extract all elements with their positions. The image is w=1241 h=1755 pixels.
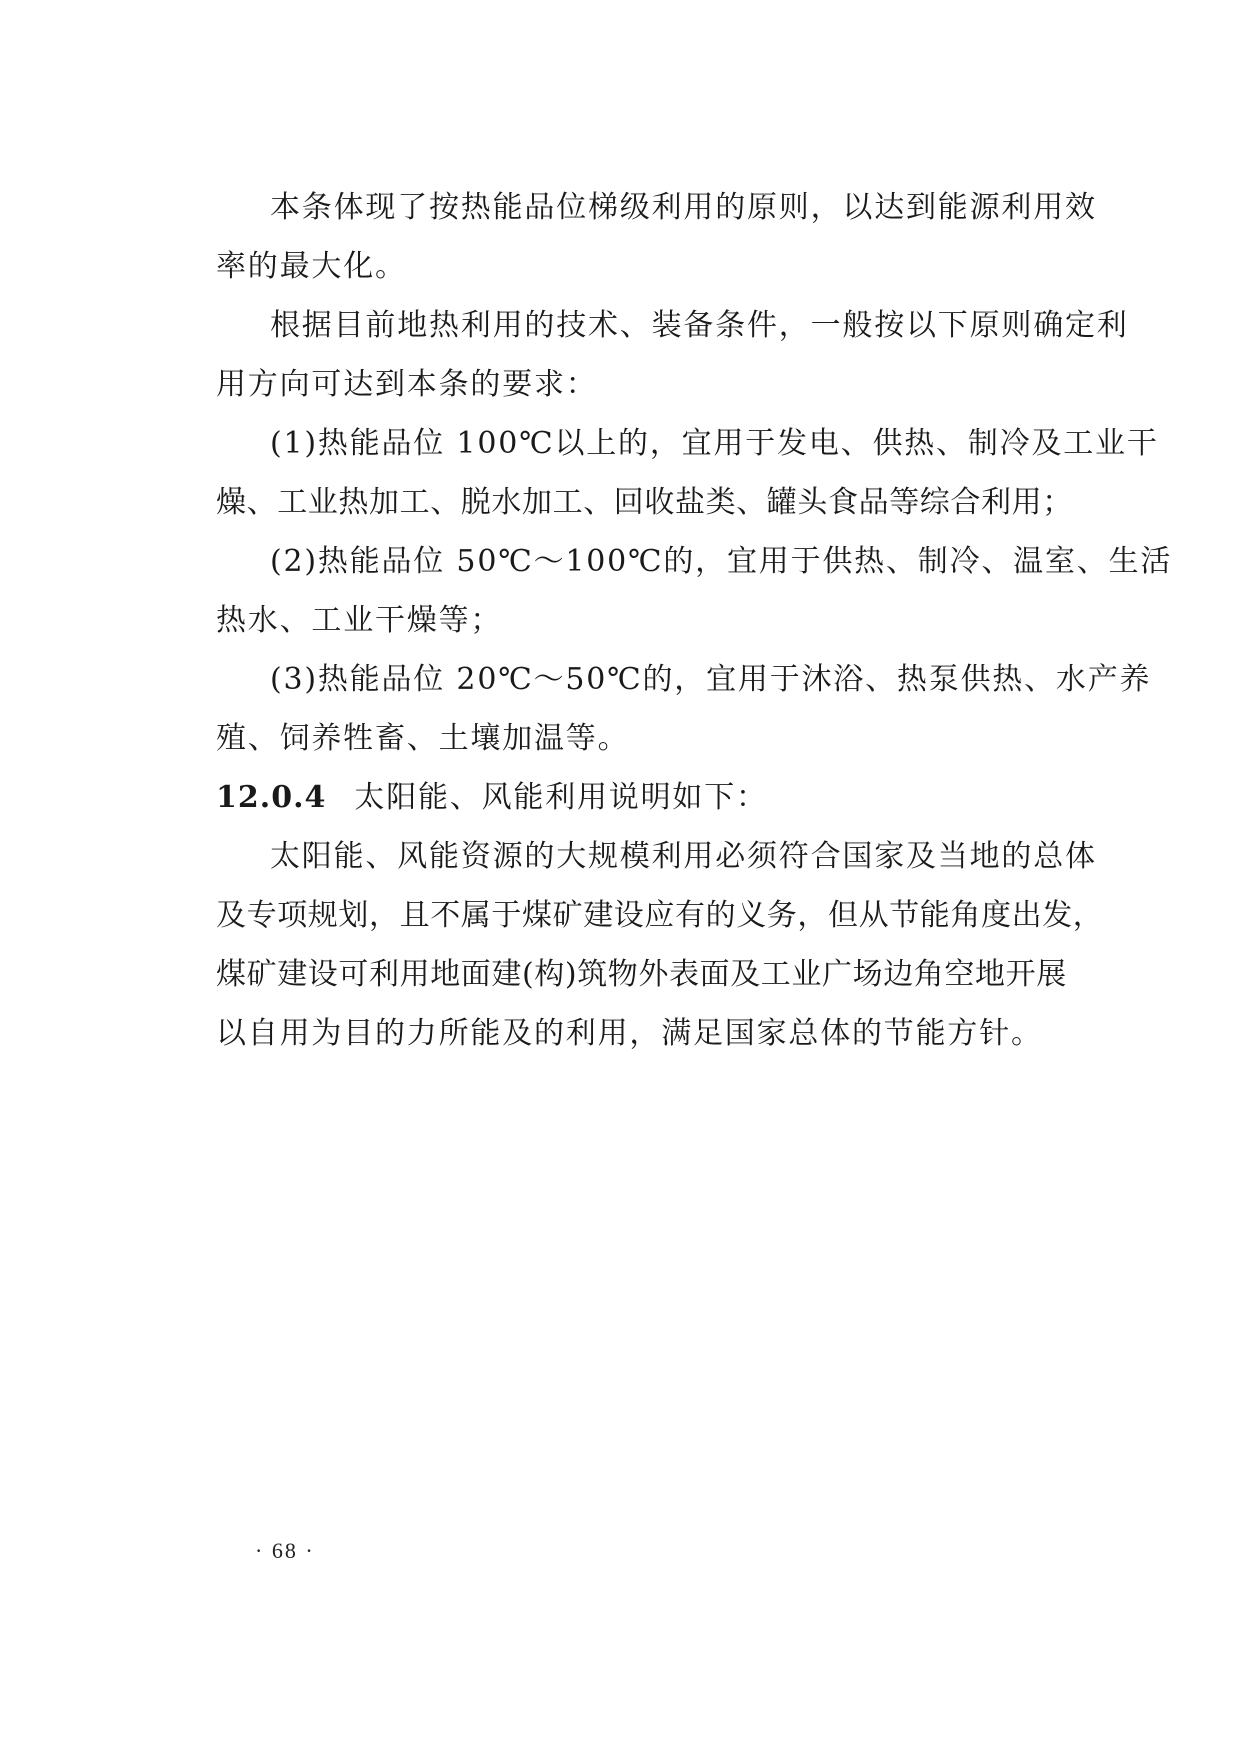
- body-text: [216, 178, 1173, 1063]
- page-number: · 68 ·: [255, 1538, 315, 1563]
- paragraph-2-line-1: 根据目前地热利用的技术、装备条件，一般按以下原则确定利: [270, 308, 1129, 343]
- paragraph-1-line-1: 本条体现了按热能品位梯级利用的原则，以达到能源利用效: [270, 190, 1097, 225]
- item-1-line-2: 燥、工业热加工、脱水加工、回收盐类、罐头食品等综合利用；: [216, 485, 1073, 520]
- item-2-line-1: (2)热能品位 50℃～100℃的，宜用于供热、制冷、温室、生活: [270, 544, 1173, 579]
- section-paragraph-line-3: 煤矿建设可利用地面建(构)筑物外表面及工业广场边角空地开展: [216, 957, 1067, 992]
- item-3-line-1: (3)热能品位 20℃～50℃的，宜用于沐浴、热泵供热、水产养: [270, 662, 1152, 697]
- paragraph-2-line-2: 用方向可达到本条的要求：: [216, 367, 598, 402]
- item-1-line-1: (1)热能品位 100℃以上的，宜用于发电、供热、制冷及工业干: [270, 426, 1159, 461]
- section-paragraph-line-2: 及专项规划，且不属于煤矿建设应有的义务，但从节能角度出发，: [216, 898, 1104, 933]
- item-2-line-2: 热水、工业干燥等；: [216, 603, 503, 638]
- section-paragraph-line-4: 以自用为目的力所能及的利用，满足国家总体的节能方针。: [216, 1016, 1043, 1051]
- section-heading: [216, 768, 1076, 827]
- section-paragraph-line-1: 太阳能、风能资源的大规模利用必须符合国家及当地的总体: [270, 839, 1097, 874]
- section-title: 太阳能、风能利用说明如下：: [354, 780, 768, 815]
- section-number: 12.0.4: [216, 780, 327, 815]
- item-3-line-2: 殖、饲养牲畜、土壤加温等。: [216, 721, 630, 756]
- paragraph-1-line-2: 率的最大化。: [216, 249, 407, 284]
